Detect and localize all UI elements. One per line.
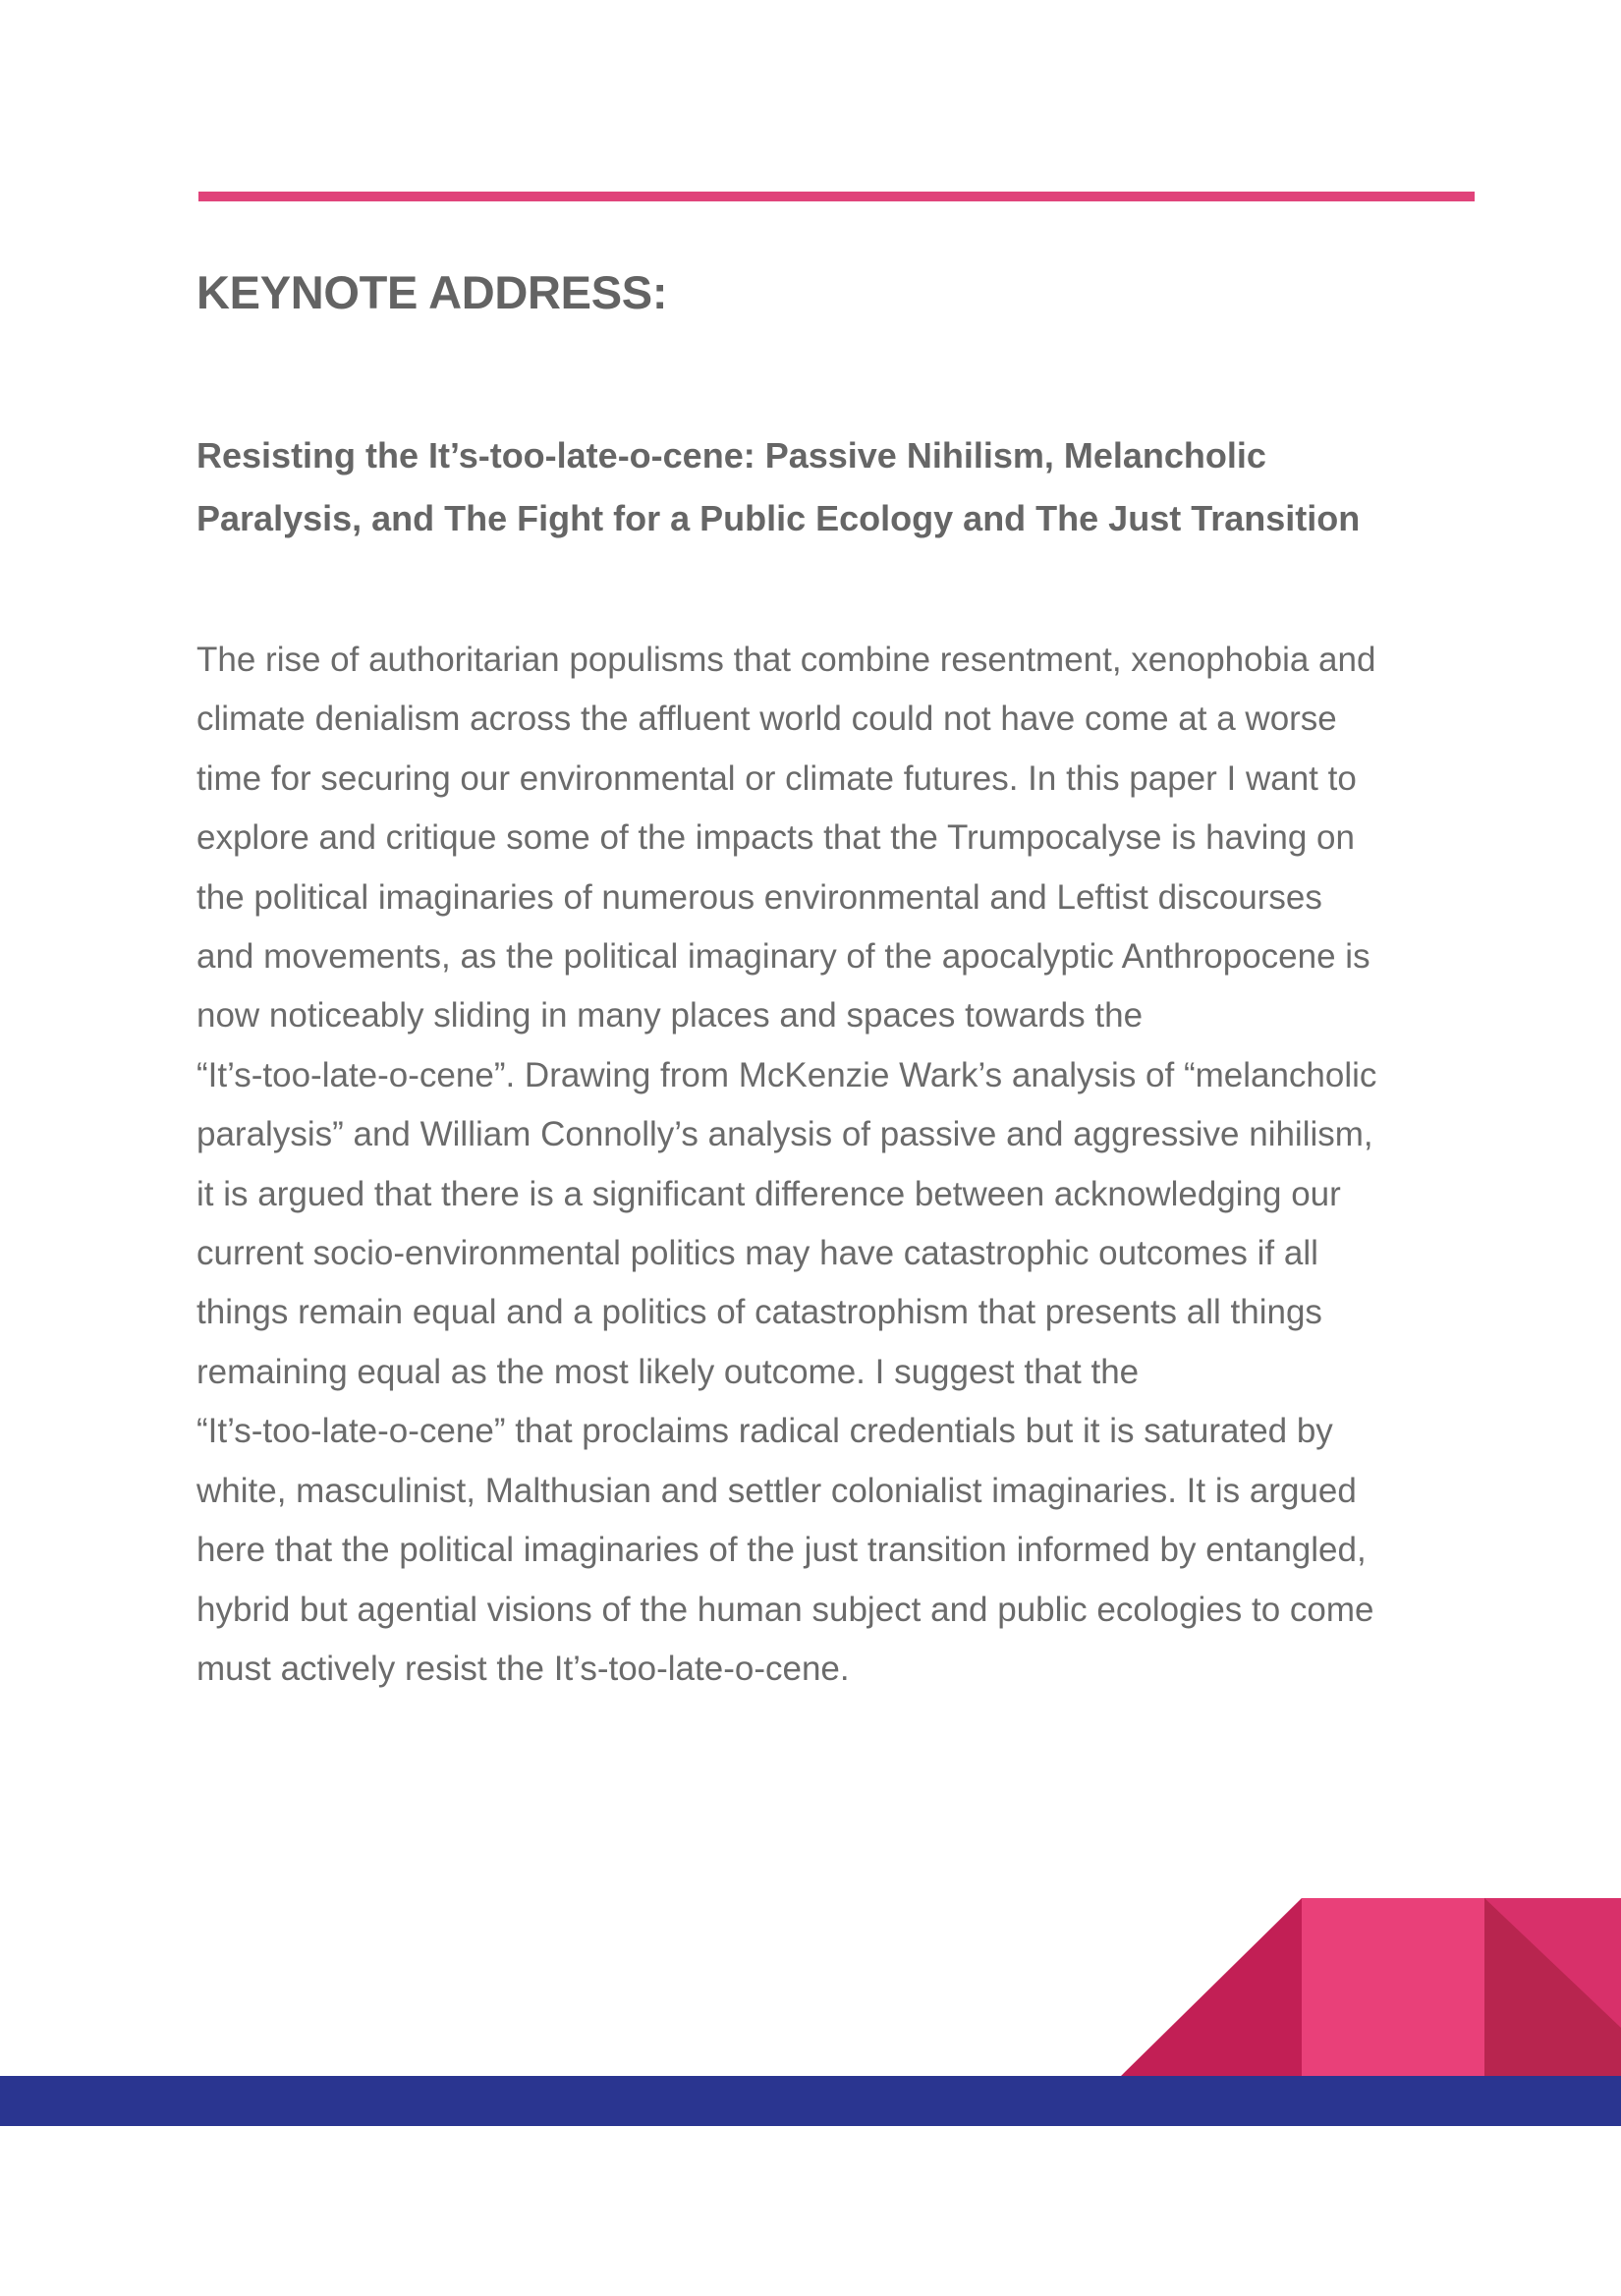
abstract-line: The rise of authoritarian populisms that combine resentment, xenophobia and: [196, 641, 1376, 679]
abstract-line: it is argued that there is a significant difference between acknowledging our: [196, 1174, 1341, 1213]
footer-triangle-dark: [1120, 1898, 1302, 2077]
abstract-line: now noticeably sliding in many places and spaces towards the: [196, 996, 1144, 1036]
abstract-line: “It’s-too-late-o-cene”. Drawing from McKenzie Wark’s analysis of “melancholic: [196, 1055, 1377, 1094]
abstract-line: “It’s-too-late-o-cene” that proclaims radical credentials but it is saturated by: [196, 1412, 1333, 1451]
footer-block-pink: [1302, 1898, 1484, 2077]
abstract-line: remaining equal as the most likely outcome. I suggest that the: [196, 1352, 1140, 1391]
paper-title-line: Paralysis, and The Fight for a Public Ecology and The Just Transition: [196, 498, 1361, 538]
abstract-line: current socio-environmental politics may have catastrophic outcomes if all: [196, 1234, 1318, 1273]
abstract-line: must actively resist the It’s-too-late-o-cene.: [196, 1649, 850, 1688]
abstract-line: paralysis” and William Connolly’s analysis of passive and aggressive nihilism,: [196, 1115, 1373, 1154]
paper-title: [196, 424, 1434, 550]
abstract-line: climate denialism across the affluent world could not have come at a worse: [196, 700, 1337, 739]
abstract-line: here that the political imaginaries of the just transition informed by entangled,: [196, 1531, 1367, 1570]
abstract-line: the political imaginaries of numerous environmental and Leftist discourses: [196, 877, 1322, 917]
abstract-line: hybrid but agential visions of the human subject and public ecologies to come: [196, 1590, 1374, 1629]
abstract-line: time for securing our environmental or climate futures. In this paper I want to: [196, 758, 1357, 798]
abstract-line: white, masculinist, Malthusian and settler colonialist imaginaries. It is argued: [196, 1471, 1357, 1510]
page-heading: KEYNOTE ADDRESS:: [196, 266, 668, 318]
footer-decoration: [1120, 1898, 1621, 2077]
abstract-line: and movements, as the political imaginary of the apocalyptic Anthropocene is: [196, 937, 1370, 977]
top-accent-rule: [198, 192, 1475, 201]
abstract-line: explore and critique some of the impacts that the Trumpocalyse is having on: [196, 818, 1355, 858]
paper-title-line: Resisting the It’s-too-late-o-cene: Passive Nihilism, Melancholic: [196, 435, 1266, 476]
footer-band: [0, 2076, 1621, 2126]
abstract-line: things remain equal and a politics of catastrophism that presents all things: [196, 1293, 1322, 1332]
abstract-paragraph: [196, 631, 1444, 1699]
